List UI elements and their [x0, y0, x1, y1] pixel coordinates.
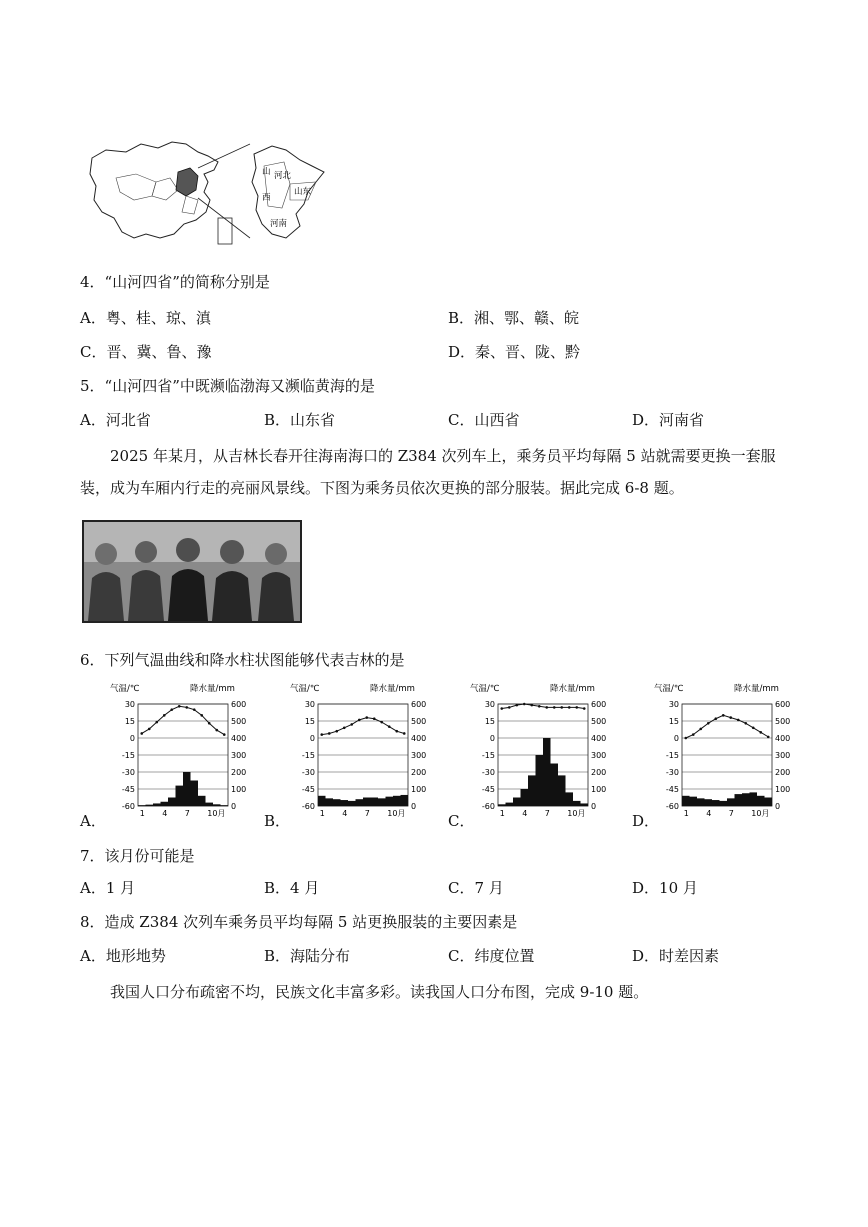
- temperature-point: [583, 707, 586, 710]
- precip-bar: [558, 775, 566, 806]
- temperature-point: [365, 716, 368, 719]
- chart-ytick-left: -15: [301, 751, 315, 760]
- temperature-point: [170, 708, 173, 711]
- precip-bar: [513, 798, 521, 807]
- temperature-point: [722, 714, 725, 717]
- temperature-point: [343, 727, 346, 730]
- precip-bar: [543, 738, 551, 806]
- precip-bar: [581, 803, 589, 806]
- precip-bar: [735, 794, 743, 806]
- temperature-point: [358, 719, 361, 722]
- chart-ytick-left: 30: [668, 700, 679, 709]
- chart-ytick-left: -15: [665, 751, 679, 760]
- chart-ytick-right: 600: [231, 700, 247, 709]
- precip-bar: [536, 755, 544, 806]
- attendants-photo-illustration: [84, 522, 300, 621]
- precip-bar: [705, 799, 713, 806]
- temperature-point: [729, 716, 732, 719]
- q8-option-d[interactable]: D．时差因素: [632, 947, 720, 965]
- q6-stem: 6．下列气温曲线和降水柱状图能够代表吉林的是: [80, 651, 405, 669]
- intro-6-8: 2025 年某月，从吉林长春开往海南海口的 Z384 次列车上，乘务员平均每隔 5 站就需要更换一套服装，成为车厢内行走的亮丽风景线。下图为乘务员依次更换的部分服装。据此完成 6-8 题。: [80, 447, 776, 497]
- q6-option-a[interactable]: A．: [80, 812, 106, 830]
- chart-ytick-left: -30: [481, 768, 495, 777]
- temperature-point: [223, 733, 226, 736]
- chart-ytick-right: 500: [775, 717, 791, 726]
- chart-ytick-right: 100: [591, 785, 607, 794]
- inset-map: [252, 146, 324, 238]
- temperature-point: [737, 719, 740, 722]
- chart-xtick: 10月: [207, 809, 226, 818]
- chart-ytick-left: -15: [121, 751, 135, 760]
- temperature-point: [575, 706, 578, 709]
- precip-bar: [506, 803, 514, 806]
- temperature-point: [328, 732, 331, 735]
- q4-option-d[interactable]: D．秦、晋、陇、黔: [448, 343, 581, 361]
- temperature-point: [163, 714, 166, 717]
- chart-ytick-left: 15: [484, 717, 495, 726]
- q7-option-c[interactable]: C．7 月: [448, 879, 504, 897]
- temperature-line: [686, 715, 769, 738]
- chart-ytick-right: 0: [775, 802, 781, 811]
- precip-bar: [161, 802, 169, 806]
- precip-bar: [690, 797, 698, 806]
- temperature-point: [140, 732, 143, 735]
- temperature-point: [403, 732, 406, 735]
- chart-ytick-left: -30: [121, 768, 135, 777]
- precip-bar: [682, 796, 690, 806]
- temperature-point: [208, 722, 211, 725]
- precip-bar: [221, 805, 229, 806]
- chart-ytick-right: 0: [231, 802, 237, 811]
- chart-xtick: 7: [728, 809, 734, 818]
- chart-ytick-left: 30: [304, 700, 315, 709]
- highlighted-provinces: [176, 168, 198, 196]
- temperature-point: [752, 727, 755, 730]
- intro-9-10: 我国人口分布疏密不均，民族文化丰富多彩。读我国人口分布图，完成 9-10 题。: [110, 983, 649, 1001]
- chart-ytick-left: 0: [489, 734, 495, 743]
- precip-bar: [765, 798, 773, 807]
- precip-bar: [521, 789, 529, 806]
- temperature-line: [322, 718, 405, 735]
- chart-ytick-right: 400: [231, 734, 247, 743]
- climate-chart-d: [652, 682, 802, 822]
- precip-bar: [183, 772, 191, 806]
- climate-chart-c: [468, 682, 618, 822]
- attendants-photo: [82, 520, 302, 623]
- climate-chart-b: [288, 682, 438, 822]
- temperature-point: [707, 722, 710, 725]
- chart-xtick: 7: [364, 809, 370, 818]
- precip-bar: [333, 799, 341, 806]
- precip-bar: [153, 803, 161, 806]
- precip-bar: [393, 796, 401, 806]
- chart-ytick-right: 500: [411, 717, 427, 726]
- chart-ylabel-right: 降水量/mm: [550, 684, 595, 694]
- chart-ytick-right: 200: [591, 768, 607, 777]
- chart-ytick-left: -60: [121, 802, 135, 811]
- chart-xtick: 4: [342, 809, 348, 818]
- temperature-point: [568, 706, 571, 709]
- chart-ytick-right: 300: [231, 751, 247, 760]
- chart-ytick-left: 0: [309, 734, 315, 743]
- chart-ytick-left: -45: [665, 785, 679, 794]
- chart-ytick-right: 200: [775, 768, 791, 777]
- precip-bar: [551, 764, 559, 807]
- precip-bar: [371, 798, 379, 807]
- climate-chart-a: [108, 682, 258, 822]
- temperature-point: [335, 730, 338, 733]
- temperature-point: [148, 728, 151, 731]
- chart-xtick: 7: [184, 809, 190, 818]
- q8-option-c[interactable]: C．纬度位置: [448, 947, 535, 965]
- map-label-shandong: 山东: [294, 187, 312, 197]
- q5-option-c[interactable]: C．山西省: [448, 411, 520, 429]
- chart-xtick: 10月: [567, 809, 586, 818]
- temperature-point: [523, 703, 526, 706]
- q6-option-c[interactable]: C．: [448, 812, 475, 830]
- temperature-point: [560, 706, 563, 709]
- chart-ytick-right: 100: [231, 785, 247, 794]
- temperature-point: [553, 706, 556, 709]
- chart-ytick-right: 500: [231, 717, 247, 726]
- chart-ytick-left: 30: [484, 700, 495, 709]
- precip-bar: [348, 801, 356, 806]
- chart-ytick-right: 600: [591, 700, 607, 709]
- chart-ytick-left: -60: [665, 802, 679, 811]
- chart-ytick-left: 15: [668, 717, 679, 726]
- temperature-point: [744, 722, 747, 725]
- precip-bar: [138, 805, 146, 806]
- precip-bar: [191, 781, 199, 807]
- precip-bar: [363, 798, 371, 807]
- chart-ytick-right: 600: [411, 700, 427, 709]
- precip-bar: [528, 775, 536, 806]
- chart-ytick-right: 200: [231, 768, 247, 777]
- temperature-point: [388, 725, 391, 728]
- precip-bar: [326, 798, 334, 806]
- temperature-point: [759, 731, 762, 734]
- chart-ylabel-left: 气温/℃: [654, 684, 684, 694]
- chart-ytick-right: 300: [591, 751, 607, 760]
- map-label-hebei: 河北: [274, 171, 292, 181]
- chart-xtick: 1: [499, 809, 505, 818]
- chart-ytick-right: 600: [775, 700, 791, 709]
- chart-ylabel-right: 降水量/mm: [190, 684, 235, 694]
- chart-ylabel-left: 气温/℃: [470, 684, 500, 694]
- q5-option-d[interactable]: D．河南省: [632, 411, 705, 429]
- chart-ytick-right: 400: [775, 734, 791, 743]
- temperature-point: [200, 714, 203, 717]
- temperature-point: [714, 717, 717, 720]
- q5-option-b[interactable]: B．山东省: [264, 411, 336, 429]
- precip-bar: [386, 797, 394, 806]
- map-label-shan: 山: [262, 167, 271, 177]
- precip-bar: [727, 798, 735, 806]
- precip-bar: [341, 800, 349, 806]
- temperature-point: [699, 728, 702, 731]
- precip-bar: [742, 793, 750, 806]
- chart-xtick: 10月: [387, 809, 406, 818]
- chart-ytick-right: 100: [775, 785, 791, 794]
- chart-xtick: 4: [706, 809, 712, 818]
- q6-option-b[interactable]: B．: [264, 812, 291, 830]
- precip-bar: [176, 786, 184, 806]
- temperature-point: [515, 704, 518, 707]
- q4-stem: 4．“山河四省”的简称分别是: [80, 273, 270, 291]
- precip-bar: [401, 795, 409, 806]
- chart-ytick-left: -30: [665, 768, 679, 777]
- chart-xtick: 1: [683, 809, 689, 818]
- temperature-point: [500, 707, 503, 710]
- temperature-point: [767, 736, 770, 739]
- map-label-henan: 河南: [270, 219, 288, 229]
- chart-xtick: 4: [162, 809, 168, 818]
- q7-stem: 7．该月份可能是: [80, 847, 195, 865]
- chart-ytick-left: -60: [481, 802, 495, 811]
- precip-bar: [378, 798, 386, 806]
- precip-bar: [318, 796, 326, 806]
- temperature-point: [215, 729, 218, 732]
- q7-option-a[interactable]: A．1 月: [80, 879, 136, 897]
- q7-option-b[interactable]: B．4 月: [264, 879, 320, 897]
- precip-bar: [573, 801, 581, 806]
- q8-stem: 8．造成 Z384 次列车乘务员平均每隔 5 站更换服装的主要因素是: [80, 913, 518, 931]
- q8-option-b[interactable]: B．海陆分布: [264, 947, 351, 965]
- temperature-point: [193, 708, 196, 711]
- temperature-point: [692, 733, 695, 736]
- chart-ytick-right: 100: [411, 785, 427, 794]
- chart-ytick-right: 200: [411, 768, 427, 777]
- chart-ylabel-left: 气温/℃: [290, 684, 320, 694]
- chart-ytick-right: 0: [411, 802, 417, 811]
- temperature-point: [395, 730, 398, 733]
- chart-xtick: 10月: [751, 809, 770, 818]
- china-map-figure: [86, 138, 338, 250]
- chart-xtick: 1: [139, 809, 145, 818]
- temperature-point: [545, 706, 548, 709]
- temperature-point: [320, 733, 323, 736]
- chart-ylabel-left: 气温/℃: [110, 684, 140, 694]
- precip-bar: [757, 796, 765, 806]
- precip-bar: [146, 805, 154, 806]
- precip-bar: [697, 798, 705, 806]
- temperature-point: [538, 705, 541, 708]
- q6-option-d[interactable]: D．: [632, 812, 660, 830]
- temperature-point: [185, 706, 188, 709]
- temperature-point: [530, 704, 533, 707]
- chart-ytick-left: 0: [673, 734, 679, 743]
- chart-xtick: 7: [544, 809, 550, 818]
- temperature-point: [155, 721, 158, 724]
- q4-option-a[interactable]: A．粤、桂、琼、滇: [80, 309, 211, 327]
- precip-bar: [198, 796, 206, 806]
- q4-option-b[interactable]: B．湘、鄂、赣、皖: [448, 309, 580, 327]
- precip-bar: [720, 801, 728, 806]
- q8-option-a[interactable]: A．地形地势: [80, 947, 166, 965]
- chart-ytick-right: 400: [411, 734, 427, 743]
- chart-xtick: 4: [522, 809, 528, 818]
- chart-ytick-left: 15: [304, 717, 315, 726]
- chart-ytick-right: 400: [591, 734, 607, 743]
- precip-bar: [206, 803, 214, 806]
- chart-ytick-right: 300: [775, 751, 791, 760]
- precip-bar: [750, 792, 758, 806]
- chart-ytick-left: -45: [121, 785, 135, 794]
- map-label-xi: 西: [262, 193, 271, 203]
- chart-xtick: 1: [319, 809, 325, 818]
- chart-ytick-right: 300: [411, 751, 427, 760]
- precip-bar: [168, 798, 176, 807]
- q5-stem: 5．“山河四省”中既濒临渤海又濒临黄海的是: [80, 377, 375, 395]
- precip-bar: [712, 800, 720, 806]
- chart-ytick-left: 15: [124, 717, 135, 726]
- temperature-point: [380, 721, 383, 724]
- temperature-point: [684, 737, 687, 740]
- precip-bar: [566, 792, 574, 806]
- temperature-point: [178, 705, 181, 708]
- chart-ytick-left: -45: [301, 785, 315, 794]
- precip-bar: [213, 804, 221, 806]
- chart-ytick-left: -30: [301, 768, 315, 777]
- chart-ytick-left: -45: [481, 785, 495, 794]
- q5-option-a[interactable]: A．河北省: [80, 411, 151, 429]
- chart-ytick-left: 30: [124, 700, 135, 709]
- temperature-line: [502, 704, 585, 709]
- q4-option-c[interactable]: C．晋、冀、鲁、豫: [80, 343, 212, 361]
- q7-option-d[interactable]: D．10 月: [632, 879, 698, 897]
- chart-ylabel-right: 降水量/mm: [370, 684, 415, 694]
- chart-ylabel-right: 降水量/mm: [734, 684, 779, 694]
- chart-ytick-left: -60: [301, 802, 315, 811]
- precip-bar: [498, 804, 506, 806]
- chart-ytick-right: 500: [591, 717, 607, 726]
- chart-ytick-right: 0: [591, 802, 597, 811]
- chart-ytick-left: 0: [129, 734, 135, 743]
- precip-bar: [356, 799, 364, 806]
- temperature-point: [373, 717, 376, 720]
- temperature-line: [142, 706, 225, 734]
- temperature-point: [508, 706, 511, 709]
- chart-ytick-left: -15: [481, 751, 495, 760]
- temperature-point: [350, 723, 353, 726]
